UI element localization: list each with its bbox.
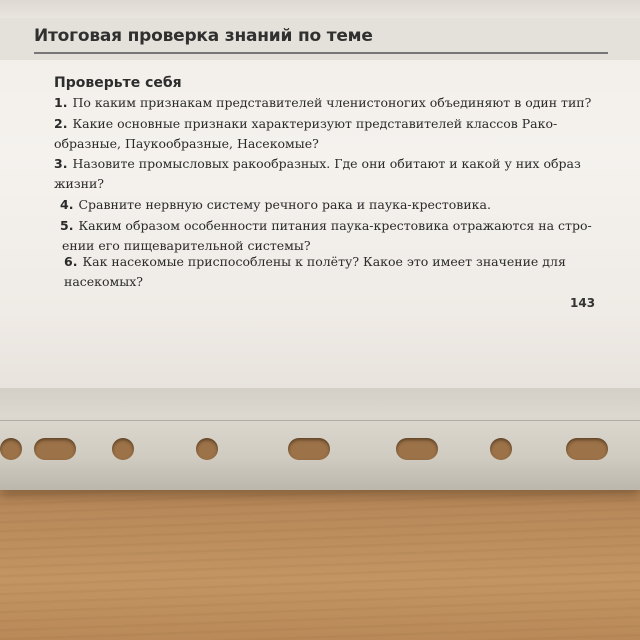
question-text: Назовите промысловых ракообразных. Где они обитают и какой у них образ <box>72 156 581 171</box>
sleeve-edge <box>0 420 640 421</box>
question-text: По каким признакам представителей членистоногих объединяют в один тип? <box>72 95 592 110</box>
punch-hole <box>0 438 22 460</box>
question-text-continued: насекомых? <box>64 274 143 289</box>
question-number: 1. <box>54 95 68 110</box>
question-text-continued: образные, Паукообразные, Насекомые? <box>54 136 319 151</box>
question-3 <box>54 158 581 171</box>
question-2 <box>54 118 557 131</box>
question-number: 6. <box>64 254 78 269</box>
punch-hole <box>196 438 218 460</box>
question-text: Каким образом особенности питания паука-крестовика отражаются на стро- <box>78 218 592 233</box>
question-text: Сравните нервную систему речного рака и паука-крестовика. <box>78 197 491 212</box>
question-text-continued: жизни? <box>54 176 105 191</box>
question-text: Какие основные признаки характеризуют представителей классов Рако- <box>72 116 558 131</box>
punch-hole <box>490 438 512 460</box>
question-text-continued: ении его пищеварительной системы? <box>62 238 311 253</box>
header-rule <box>34 52 608 54</box>
punch-hole <box>288 438 330 460</box>
question-number: 4. <box>60 197 74 212</box>
previous-page-edge <box>0 0 640 18</box>
section-heading: Проверьте себя <box>54 75 182 91</box>
page-number: 143 <box>570 296 596 310</box>
question-5 <box>60 220 592 233</box>
punch-hole <box>112 438 134 460</box>
question-number: 5. <box>60 218 74 233</box>
header-band <box>0 18 640 60</box>
question-text: Как насекомые приспособлены к полёту? Какое это имеет значение для <box>82 254 566 269</box>
punch-hole <box>396 438 438 460</box>
punch-hole <box>566 438 608 460</box>
question-4 <box>60 199 491 212</box>
question-number: 2. <box>54 116 68 131</box>
question-6 <box>64 256 566 269</box>
question-1 <box>54 97 591 110</box>
punch-hole <box>34 438 76 460</box>
question-number: 3. <box>54 156 68 171</box>
page-title: Итоговая проверка знаний по теме <box>34 26 373 46</box>
